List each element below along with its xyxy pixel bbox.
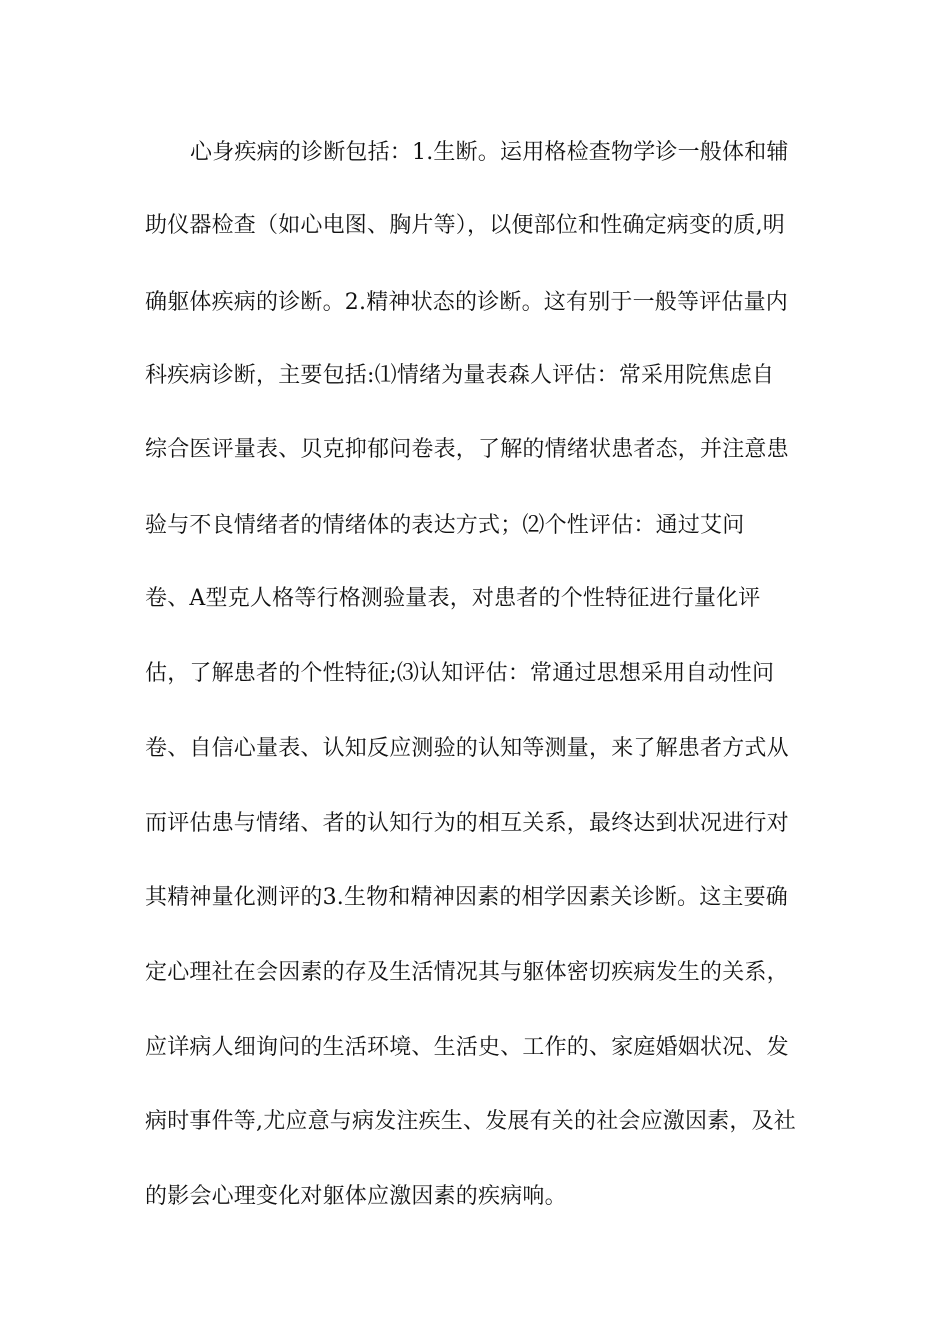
paragraph-line-14: 病时事件等,尤应意与病发注疾生、发展有关的社会应激因素，及社 — [145, 1109, 796, 1134]
paragraph-line-10: 而评估患与情绪、者的认知行为的相互关系，最终达到状况进行对 — [145, 811, 789, 836]
paragraph-line-12: 定心理社在会因素的存及生活情况其与躯体密切疾病发生的关系， — [145, 960, 789, 985]
paragraph-line-1: 心身疾病的诊断包括：1.生断。运用格检查物学诊一般体和辅 — [190, 140, 789, 165]
paragraph-line-2: 助仪器检查（如心电图、胸片等），以便部位和性确定病变的质,明 — [145, 213, 785, 238]
paragraph-line-8: 估，了解患者的个性特征;⑶认知评估：常通过思想采用自动性问 — [145, 661, 775, 686]
paragraph-line-15: 的影会心理变化对躯体应激因素的疾病响。 — [145, 1184, 567, 1209]
paragraph-line-7: 卷、A型克人格等行格测验量表，对患者的个性特征进行量化评 — [145, 586, 761, 611]
paragraph-line-4: 科疾病诊断，主要包括:⑴情绪为量表森人评估：常采用院焦虑自 — [145, 363, 775, 388]
paragraph-line-6: 验与不良情绪者的情绪体的表达方式；⑵个性评估：通过艾问 — [145, 513, 745, 538]
paragraph-line-3: 确躯体疾病的诊断。2.精神状态的诊断。这有别于一般等评估量内 — [145, 290, 788, 315]
paragraph-line-13: 应详病人细询问的生活环境、生活史、工作的、家庭婚姻状况、发 — [145, 1035, 789, 1060]
paragraph-line-9: 卷、自信心量表、认知反应测验的认知等测量，来了解患者方式从 — [145, 736, 789, 761]
paragraph-line-11: 其精神量化测评的3.生物和精神因素的相学因素关诊断。这主要确 — [145, 885, 788, 910]
paragraph-line-5: 综合医评量表、贝克抑郁问卷表，了解的情绪状患者态，并注意患 — [145, 437, 789, 462]
